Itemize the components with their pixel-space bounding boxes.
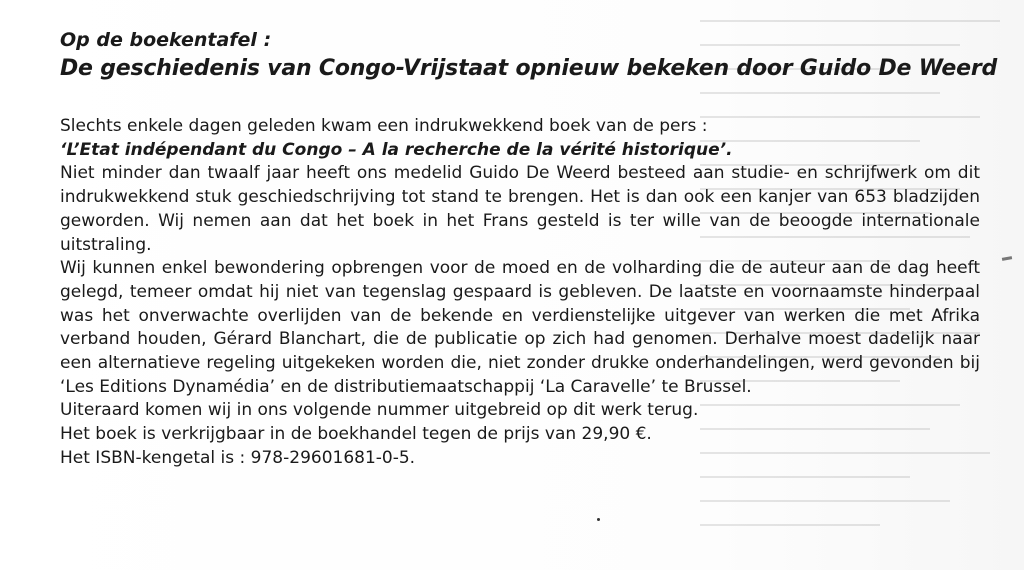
paragraph-isbn: Het ISBN-kengetal is : 978-29601681-0-5. bbox=[60, 447, 416, 468]
section-kicker: Op de boekentafel : bbox=[60, 29, 272, 51]
article-body bbox=[60, 115, 980, 471]
article-heading bbox=[60, 26, 997, 84]
article-title: De geschiedenis van Congo-Vrijstaat opnieuw bekeken door Guido De Weerd bbox=[60, 56, 998, 81]
scan-speck bbox=[597, 518, 600, 521]
paragraph-study: Niet minder dan twaalf jaar heeft ons medelid Guido De Weerd besteed aan studie- en schrijfwerk om dit indrukwekkend stuk geschiedschrijving tot stand te brengen. Het is dan ook een kanjer van 653 bladzijden geworden. Wij nemen aan dat het boek in het Frans gesteld is ter wille van de beoogde internationale uitstraling. bbox=[60, 163, 980, 255]
intro-paragraph: Slechts enkele dagen geleden kwam een indrukwekkend boek van de pers : bbox=[60, 116, 708, 136]
paragraph-price: Het boek is verkrijgbaar in de boekhandel tegen de prijs van 29,90 €. bbox=[60, 424, 652, 445]
book-title: ‘L’Etat indépendant du Congo – A la recherche de la vérité historique’. bbox=[60, 139, 733, 160]
paragraph-admiration: Wij kunnen enkel bewondering opbrengen voor de moed en de volharding die de auteur aan de dag heeft gelegd, temeer omdat hij niet van tegenslag gespaard is gebleven. De laatste en voornaamste hinderpaal was het onverwachte overlijden van de bekende en verdienstelijke uitgever van werken die met Afrika verband houden, Gérard Blanchart, die de publicatie op zich had genomen. Derhalve moest dadelijk naar een alternatieve regeling uitgekeken worden die, niet zonder drukke onderhandelingen, werd gevonden bij ‘Les Editions Dynamédia’ en de distributiemaatschappij ‘La Caravelle’ te Brussel. bbox=[60, 258, 980, 397]
paragraph-next-issue: Uiteraard komen wij in ons volgende nummer uitgebreid op dit werk terug. bbox=[60, 400, 699, 421]
